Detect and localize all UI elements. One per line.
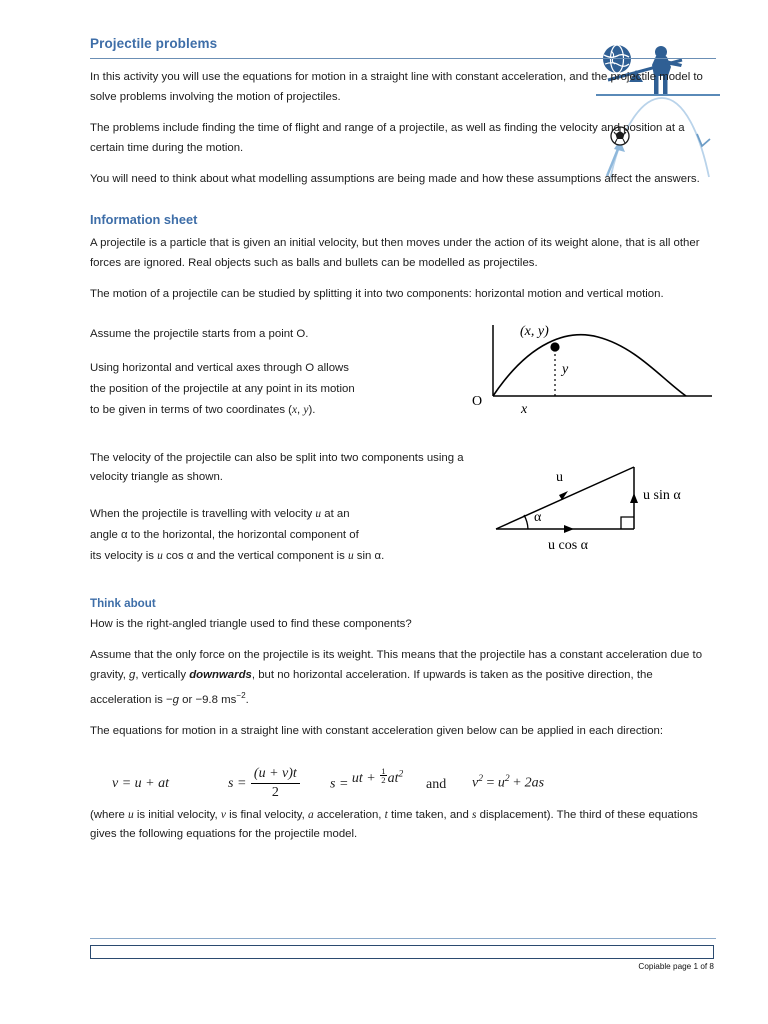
intro-paragraph-3: You will need to think about what modelling assumptions are being made and how these assumptions affect the answers. [90,173,700,186]
x-label: x [521,401,528,417]
closing-text-2: is initial velocity, [133,808,221,821]
title-divider [90,58,716,59]
intro-paragraph-1: In this activity you will use the equations for motion in a straight line with constant acceleration, and the projectile model to solve problems involving the motion of projectiles. [90,71,703,103]
components-line-2: angle α to the horizontal, the horizontal component of [90,528,359,541]
info-paragraph-1: A projectile is a particle that is given an initial velocity, but then moves under the action of its weight alone, that is all other forces are ignored. Real objects such as balls and bullets can be modelled as projectiles. [90,236,700,269]
equations-intro: The equations for motion in a straight line with constant acceleration given below can be applied in each direction: [90,724,664,737]
fraction-denominator: 2 [271,784,279,800]
info-paragraph-2: The motion of a projectile can be studied by splitting it into two components: horizontal motion and vertical motion. [90,288,664,301]
axes-paragraph [90,358,490,421]
acceleration-exponent: −2 [236,690,246,700]
symbol-v: v [220,808,226,821]
closing-text-1: (where [90,808,128,821]
velocity-triangle-diagram [482,455,716,560]
equation-3-lhs: s = [330,776,349,792]
information-sheet-heading: Information sheet [90,211,198,227]
axes-line-3: to be given in terms of two coordinates (x, y). [90,404,316,417]
closing-text-4: acceleration, [313,808,385,821]
average-velocity-fraction [251,766,300,801]
assumption-paragraph [90,646,716,710]
symbol-s: s [472,808,477,821]
fraction-numerator: (u + v)t [251,766,300,784]
think-about-heading: Think about [90,596,156,610]
assumption-text-3: , but no horizontal acceleration. If upwards is taken as the positive direction, the acceleration is − [90,668,653,706]
origin-label: O [472,393,483,409]
equation-row [90,748,716,804]
vertical-component-label: u sin α [643,487,681,503]
equation-1-text: v = u + at [112,775,169,791]
footer-divider [90,938,716,939]
page-title: Projectile problems [90,36,218,51]
info-paragraph-3: Assume the projectile starts from a point O. [90,327,309,340]
point-coordinate-label: (x, y) [520,323,549,339]
components-paragraph [90,504,500,567]
axes-line-2: the position of the projectile at any point in its motion [90,383,355,396]
symbol-g-2: g [172,693,179,706]
one-half-fraction: $\frac{1}{2}$ [381,765,386,786]
y-label: y [562,361,569,377]
components-line-3: its velocity is u cos α and the vertical component is u sin α. [90,549,385,562]
velocity-section [90,449,716,569]
intro-paragraph-2: The problems include finding the time of flight and range of a projectile, as well as finding the velocity and position at a certain time during the motion. [90,122,685,154]
footer-box [90,945,714,959]
equation-s-equals-ut-plus-half-at-squared [330,765,404,793]
assumption-text-2: , vertically [135,668,190,681]
closing-text-3: is final velocity, [225,808,308,821]
equation-s-equals-average-velocity [228,766,301,801]
hypotenuse-label: u [556,469,563,485]
symbol-g: g [129,668,136,681]
projectile-path-diagram [464,319,716,422]
footer-page-label: Copiable page 1 of 8 [638,962,714,971]
think-about-question: How is the right-angled triangle used to find these components? [90,617,412,630]
assumption-text-4: or −9.8 ms [178,693,237,706]
page-content [90,36,716,857]
symbol-a: a [308,808,314,821]
equation-v-squared-equals-u-squared-plus-2as: $v^2 = u^2 + 2as$ [472,773,545,791]
axes-line-1: Using horizontal and vertical axes through O allows [90,362,349,375]
angle-label: α [534,509,542,525]
conjunction-text: and [426,776,447,792]
closing-paragraph [90,806,716,845]
components-line-1: When the projectile is travelling with velocity u at an [90,507,350,520]
closing-text-6: displacement). The third of these equations gives the following equations for the projectile model. [90,808,698,841]
horizontal-component-label: u cos α [548,537,588,553]
symbol-t: t [384,808,388,821]
equation-v-equals-u-plus-at [112,776,169,792]
assumption-text-5: . [245,693,249,706]
assumption-text-1: Assume that the only force on the projectile is its weight. This means that the projectile has a constant acceleration due to gravity, [90,649,703,681]
symbol-u: u [127,808,134,821]
velocity-paragraph: The velocity of the projectile can also be split into two components using a velocity triangle as shown. [90,451,464,484]
equation-2-lhs: s = [228,775,247,791]
trajectory-section [90,325,716,433]
downwards-emphasis: downwards [189,668,252,681]
closing-text-5: time taken, and [387,808,473,821]
equation-conjunction [426,777,446,793]
equation-3-rhs: ut + $\frac{1}{2}$ $at^2$ [351,765,404,787]
